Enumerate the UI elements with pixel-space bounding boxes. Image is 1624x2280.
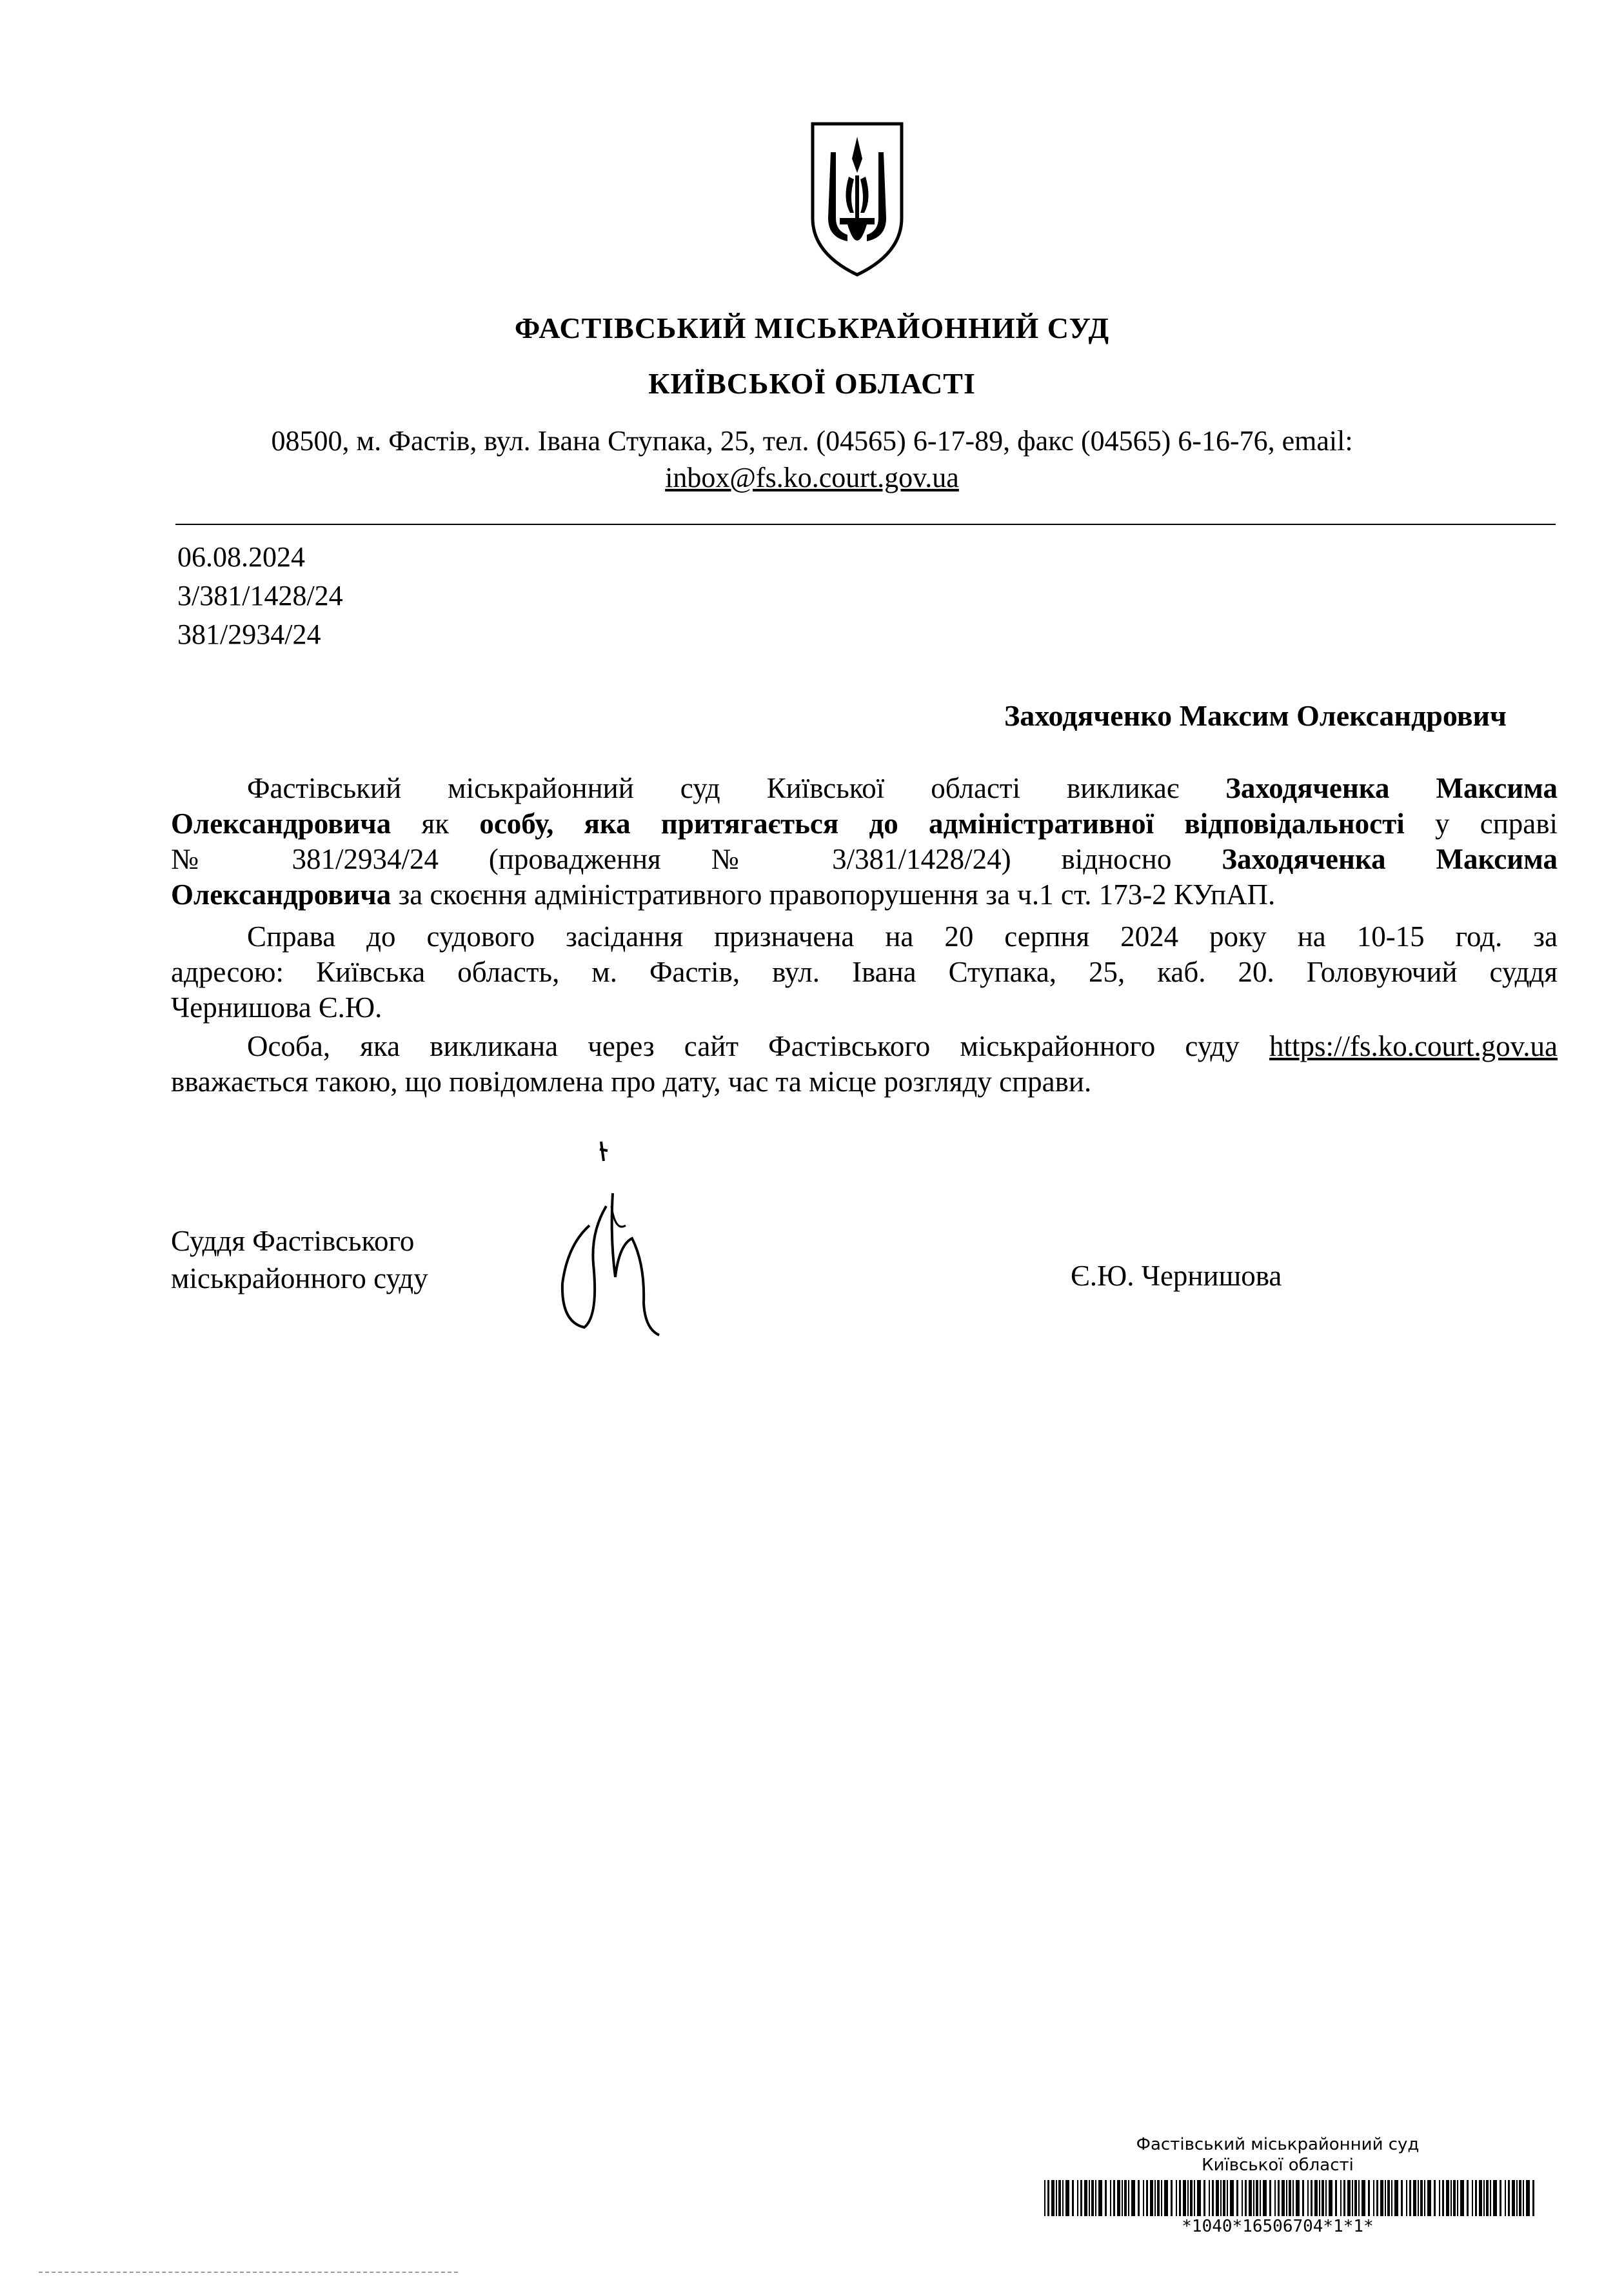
court-website-link[interactable]: https://fs.ko.court.gov.ua (1269, 1030, 1558, 1062)
text-line: Фастівський міськрайонний суд Київської області викликає Заходяченка Максима (247, 772, 1558, 804)
signature-label-line: міськрайонного суду (171, 1262, 428, 1294)
barcode-icon (1042, 2180, 1538, 2216)
hearing-paragraph (171, 919, 1558, 1026)
text-line: № 381/2934/24 (провадження № 3/381/1428/24) відносно Заходяченка Максима (171, 843, 1558, 875)
header-divider (175, 524, 1556, 525)
text-line: Олександровича за скоєння адміністративного правопорушення за ч.1 ст. 173-2 КУпАП. (171, 878, 1276, 911)
handwritten-signature (548, 1135, 677, 1342)
court-name-line1: ФАСТІВСЬКИЙ МІСЬКРАЙОННИЙ СУД (514, 312, 1110, 344)
notice-paragraph (171, 1029, 1558, 1100)
judge-name: Є.Ю. Чернишова (1071, 1260, 1282, 1292)
stamp-court-name: Фастівський міськрайонний суд (1136, 2135, 1420, 2154)
signature-label (171, 1222, 428, 1297)
recipient-name: Заходяченко Максим Олександрович (1004, 699, 1507, 732)
document-date: 06.08.2024 (177, 541, 305, 573)
signature-label-line: Суддя Фастівського (171, 1225, 415, 1257)
summons-paragraph (171, 771, 1558, 913)
court-name-line2: КИЇВСЬКОЇ ОБЛАСТІ (648, 367, 976, 400)
text-line: адресою: Київська область, м. Фастів, вул. Івана Ступака, 25, каб. 20. Головуючий суддя (171, 956, 1558, 988)
text-line: Чернишова Є.Ю. (171, 991, 382, 1024)
coat-of-arms-icon (809, 121, 906, 277)
text-line: вважається такою, що повідомлена про дату, час та місце розгляду справи. (171, 1066, 1092, 1098)
court-address: 08500, м. Фастів, вул. Івана Ступака, 25, тел. (04565) 6-17-89, факс (04565) 6-16-76, email: (271, 425, 1353, 457)
text-line: Олександровича як особу, яка притягається до адміністративної відповідальності у справі (171, 808, 1558, 840)
stamp-region: Київської області (1202, 2156, 1354, 2175)
text-line: Особа, яка викликана через сайт Фастівського міськрайонного суду https://fs.ko.court.gov.ua (247, 1030, 1558, 1062)
court-email-link[interactable]: inbox@fs.ko.court.gov.ua (665, 462, 959, 493)
scan-edge-line (39, 2272, 458, 2273)
court-email-line (0, 461, 1624, 494)
proceeding-number: 3/381/1428/24 (177, 580, 343, 611)
case-number: 381/2934/24 (177, 619, 321, 650)
text-line: Справа до судового засідання призначена на 20 серпня 2024 року на 10-15 год. за (247, 920, 1558, 953)
barcode-number: *1040*16506704*1*1* (1182, 2217, 1374, 2236)
